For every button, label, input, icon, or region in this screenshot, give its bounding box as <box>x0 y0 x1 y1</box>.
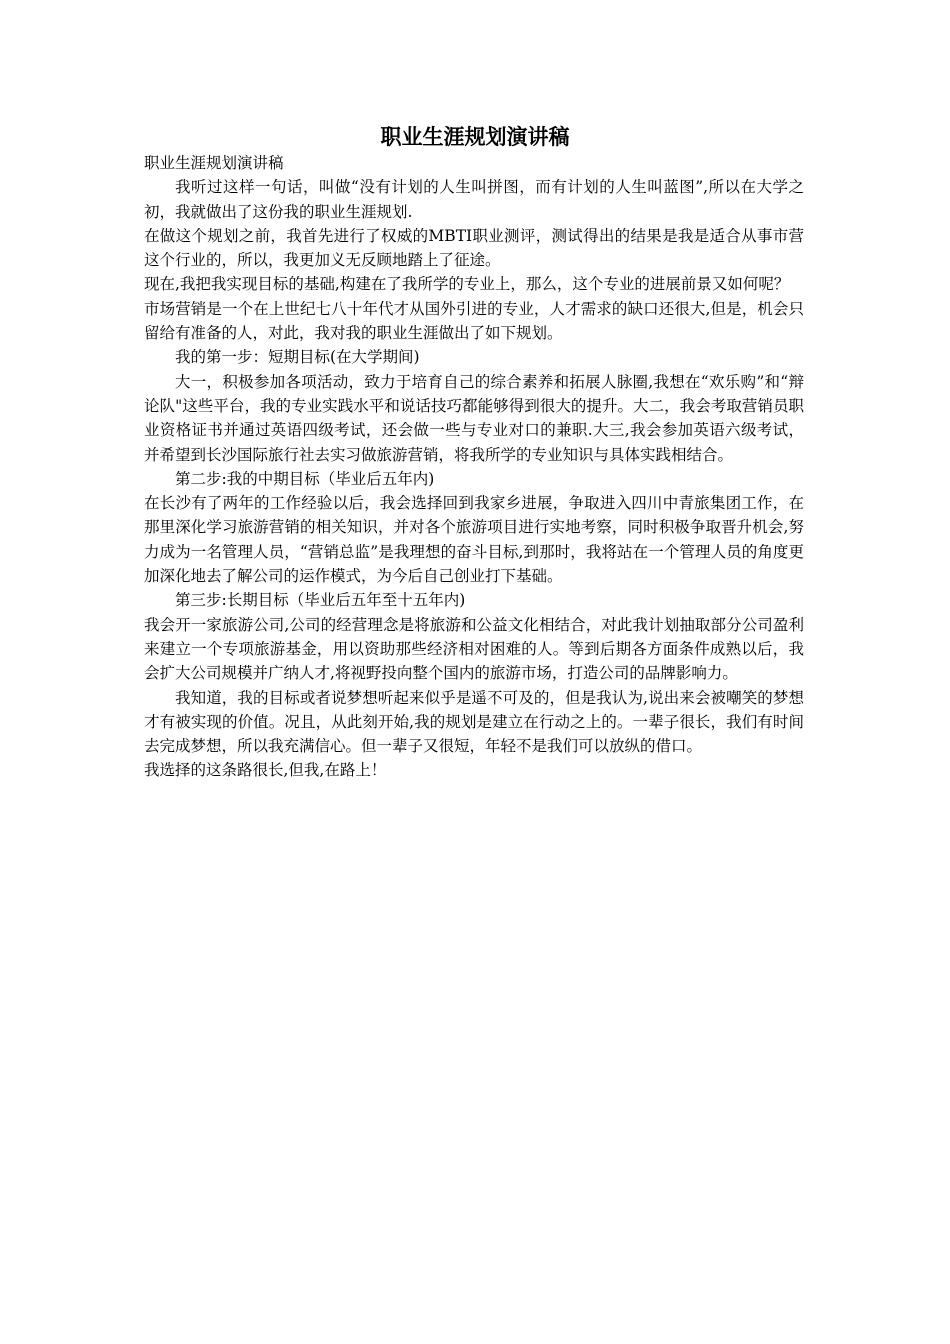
paragraph-conclusion: 我知道，我的目标或者说梦想听起来似乎是遥不可及的，但是我认为,说出来会被嘲笑的梦想才有被实现的价值。况且，从此刻开始,我的规划是建立在行动之上的。一辈子很长，我们有时间去完成梦想，所以我充满信心。但一辈子又很短，年轻不是我们可以放纵的借口。 <box>144 688 804 756</box>
heading-step-three: 第三步:长期目标（毕业后五年至十五年内) <box>175 591 466 610</box>
heading-step-one: 我的第一步：短期目标(在大学期间) <box>175 348 420 367</box>
paragraph-major-prospect: 现在,我把我实现目标的基础,构建在了我所学的专业上，那么，这个专业的进展前景又如何呢？ <box>144 275 790 294</box>
paragraph-mbti: 在做这个规划之前，我首先进行了权威的MBTI职业测评，测试得出的结果是我是适合从事市营这个行业的，所以，我更加义无反顾地踏上了征途。 <box>144 226 804 270</box>
paragraph-subtitle: 职业生涯规划演讲稿 <box>144 154 284 172</box>
paragraph-closing-line: 我选择的这条路很长,但我,在路上！ <box>144 761 387 780</box>
paragraph-marketing: 市场营销是一个在上世纪七八十年代才从国外引进的专业，人才需求的缺口还很大,但是，机会只留给有准备的人，对此，我对我的职业生涯做出了如下规划。 <box>144 299 804 343</box>
paragraph-intro-quote: 我听过这样一句话，叫做“没有计划的人生叫拼图，而有计划的人生叫蓝图”,所以在大学之初，我就做出了这份我的职业生涯规划. <box>144 178 804 221</box>
paragraph-step-two-detail: 在长沙有了两年的工作经验以后，我会选择回到我家乡进展，争取进入四川中青旅集团工作，在那里深化学习旅游营销的相关知识，并对各个旅游项目进行实地考察，同时积极争取晋升机会,努力成为一名管理人员，“营销总监”是我理想的奋斗目标,到那时，我将站在一个管理人员的角度更加深化地去了解公司的运作模式，为今后自己创业打下基础。 <box>144 494 804 586</box>
document-body <box>144 151 804 783</box>
paragraph-step-three-detail: 我会开一家旅游公司,公司的经营理念是将旅游和公益文化相结合，对此我计划抽取部分公司盈利来建立一个专项旅游基金，用以资助那些经济相对困难的人。等到后期各方面条件成熟以后，我会扩大公司规模并广纳人才,将视野投向整个国内的旅游市场，打造公司的品牌影响力。 <box>144 615 804 683</box>
paragraph-step-one-detail: 大一，积极参加各项活动，致力于培育自己的综合素养和拓展人脉圈,我想在“欢乐购”和“辩论队"这些平台，我的专业实践水平和说话技巧都能够得到很大的提升。大二，我会考取营销员职业资格证书并通过英语四级考试，还会做一些与专业对口的兼职.大三,我会参加英语六级考试，并希望到长沙国际旅行社去实习做旅游营销，将我所学的专业知识与具体实践相结合。 <box>144 372 804 464</box>
heading-step-two: 第二步:我的中期目标（毕业后五年内) <box>175 469 435 488</box>
document-title: 职业生涯规划演讲稿 <box>380 125 570 149</box>
